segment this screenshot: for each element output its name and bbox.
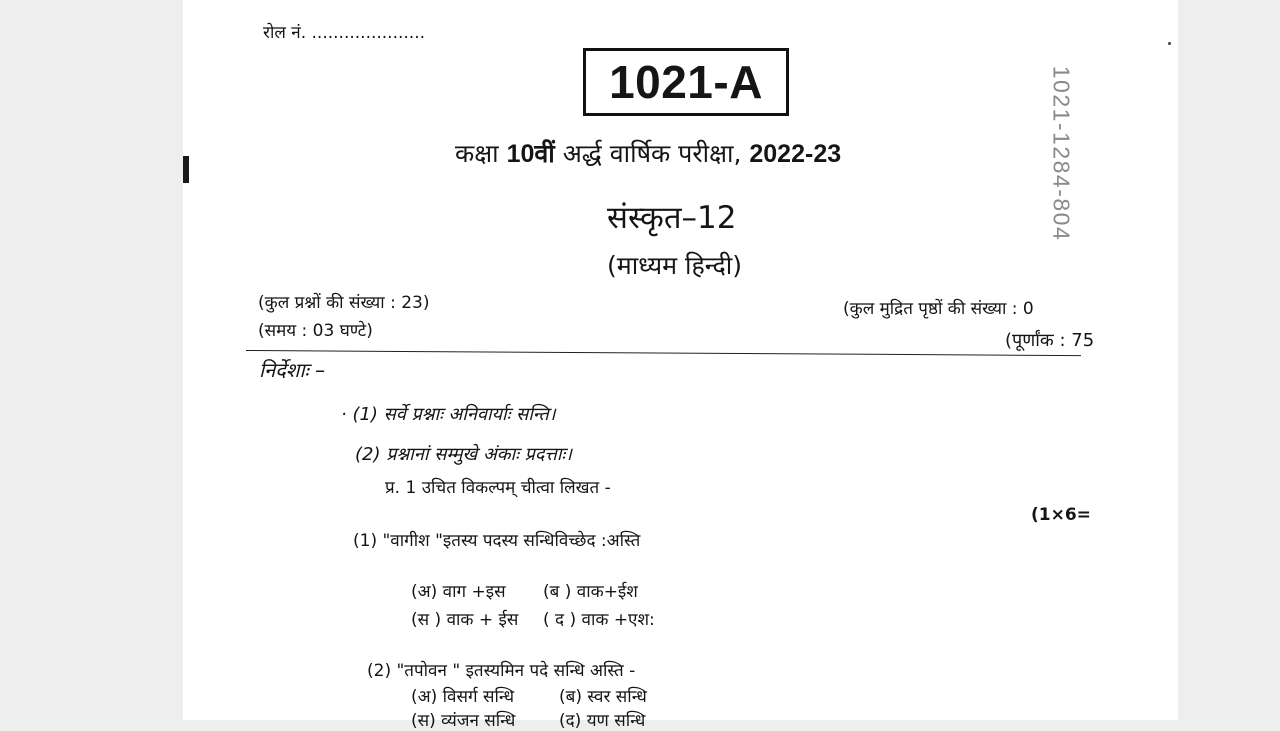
total-pages: (कुल मुद्रित पृष्ठों की संख्या : 0: [843, 299, 1034, 319]
answer-option: (अ) विसर्ग सन्धि: [411, 687, 515, 707]
instruction-item: · (1) सर्वे प्रश्नाः अनिवार्याः सन्ति।: [341, 404, 556, 425]
subquestion-text: (2) "तपोवन " इतस्यमिन पदे सन्धि अस्ति -: [367, 661, 636, 681]
answer-option: (ब) स्वर सन्धि: [559, 687, 647, 707]
subject-title: संस्कृत–12: [607, 200, 737, 236]
total-questions: (कुल प्रश्नों की संख्या : 23): [258, 293, 430, 313]
medium-label: (माध्यम हिन्दी): [607, 251, 742, 280]
side-stamp: 1021-1284-804: [1048, 65, 1075, 242]
subquestion-text: (1) "वागीश "इतस्य पदस्य सन्धिविच्छेद :अस्ति: [353, 531, 641, 551]
paper-code: 1021-A: [609, 56, 763, 108]
header-divider: [246, 350, 1081, 356]
exam-title-prefix: कक्षा: [455, 139, 507, 168]
answer-option: (अ) वाग +इस: [411, 582, 506, 602]
exam-paper-page: [183, 0, 1178, 731]
question-1-marks: (1×6=: [1031, 505, 1091, 525]
instructions-heading: निर्देशाः –: [259, 358, 326, 382]
scan-dot: [1168, 42, 1171, 45]
roll-number-label: रोल नं. .....................: [263, 23, 426, 43]
answer-option: (स) व्यंजन सन्धि: [411, 711, 516, 731]
answer-option: (ब ) वाक+ईश: [543, 582, 638, 602]
exam-title: [455, 136, 841, 170]
page-edge-mark: [183, 156, 189, 183]
answer-option: ( द ) वाक +एश:: [543, 610, 655, 630]
time-allowed: (समय : 03 घण्टे): [258, 321, 373, 341]
answer-option: (स ) वाक + ईस: [411, 610, 519, 630]
question-1-prompt: प्र. 1 उचित विकल्पम् चीत्वा लिखत -: [385, 478, 611, 498]
full-marks: (पूर्णांक : 75: [1005, 330, 1095, 351]
exam-title-mid: अर्द्ध वार्षिक परीक्षा,: [554, 139, 750, 168]
paper-code-box: [583, 48, 789, 116]
exam-title-year: 2022-23: [749, 140, 842, 168]
instruction-item: (2) प्रश्नानां सम्मुखे अंकाः प्रदत्ताः।: [355, 444, 572, 465]
exam-title-class: 10वीं: [506, 140, 555, 168]
answer-option: (द) यण सन्धि: [559, 711, 646, 731]
